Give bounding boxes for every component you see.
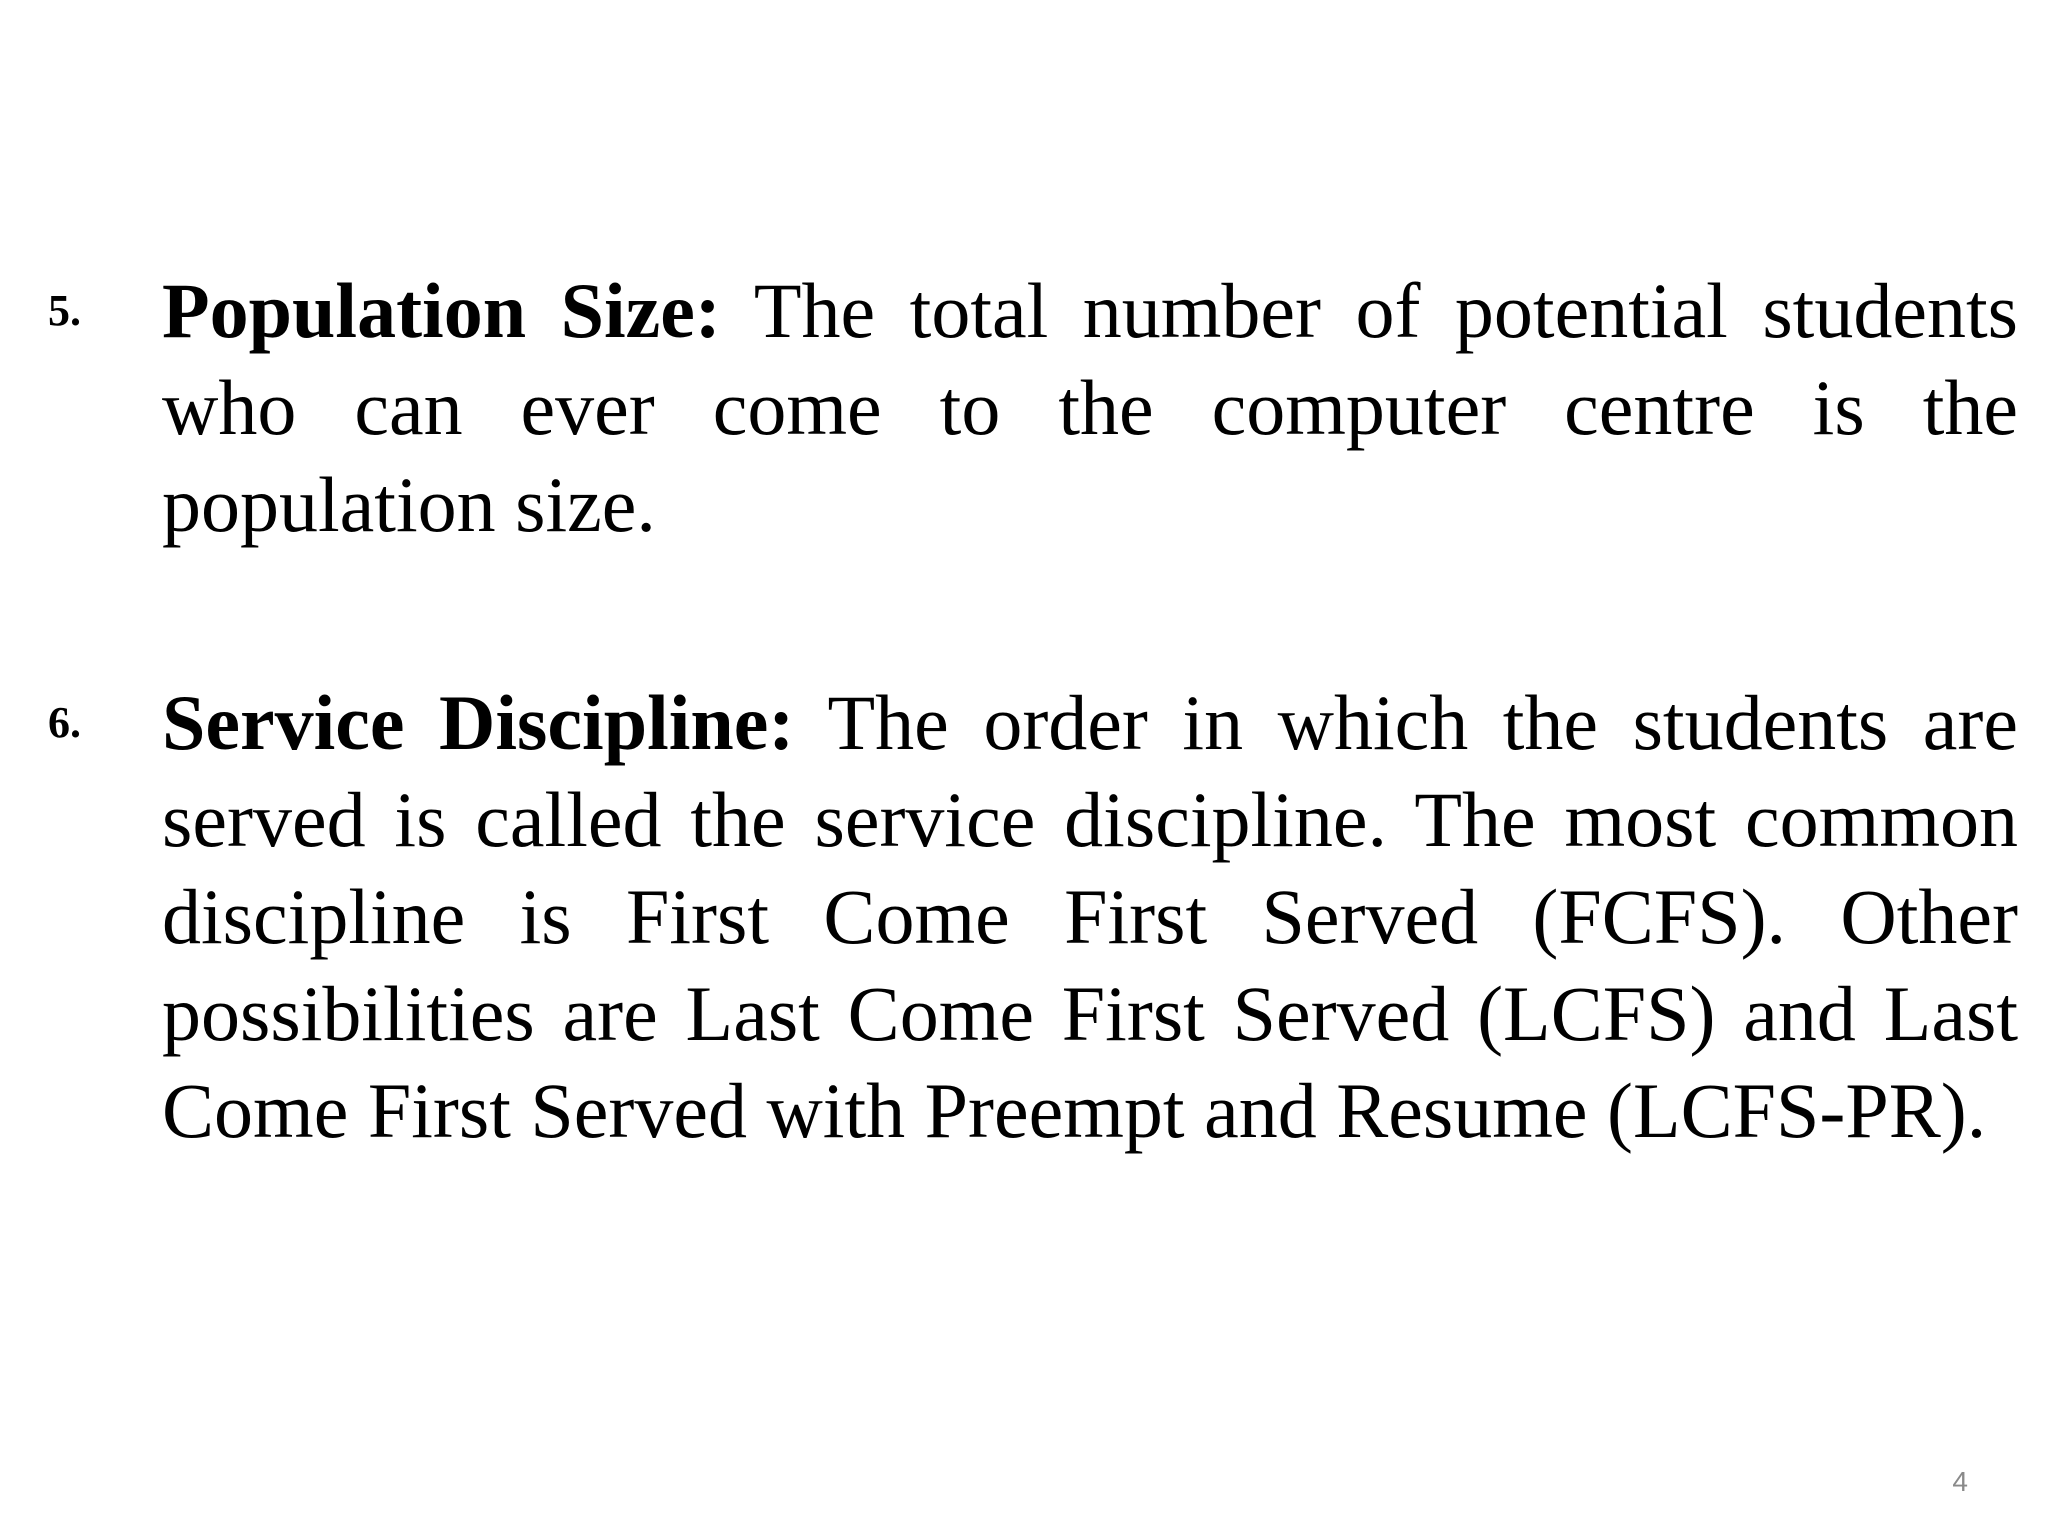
slide-number: 4 xyxy=(1952,1466,1968,1497)
item-term: Service Discipline: xyxy=(162,679,795,766)
item-term: Population Size: xyxy=(162,267,721,354)
item-number: 6. xyxy=(48,698,81,747)
item-paragraph xyxy=(162,674,2018,1159)
item-definition: The total number of potential students who can ever come to the computer centre is the population size. xyxy=(162,267,2018,548)
item-definition: The order in which the students are served is called the service discipline. The most common discipline is First Come First Served (FCFS). Other possibilities are Last Come First Served (LCFS) and Last Come First Served with Preempt and Resume (LCFS-PR). xyxy=(162,679,2018,1154)
item-paragraph xyxy=(162,262,2018,553)
item-number: 5. xyxy=(48,286,81,335)
